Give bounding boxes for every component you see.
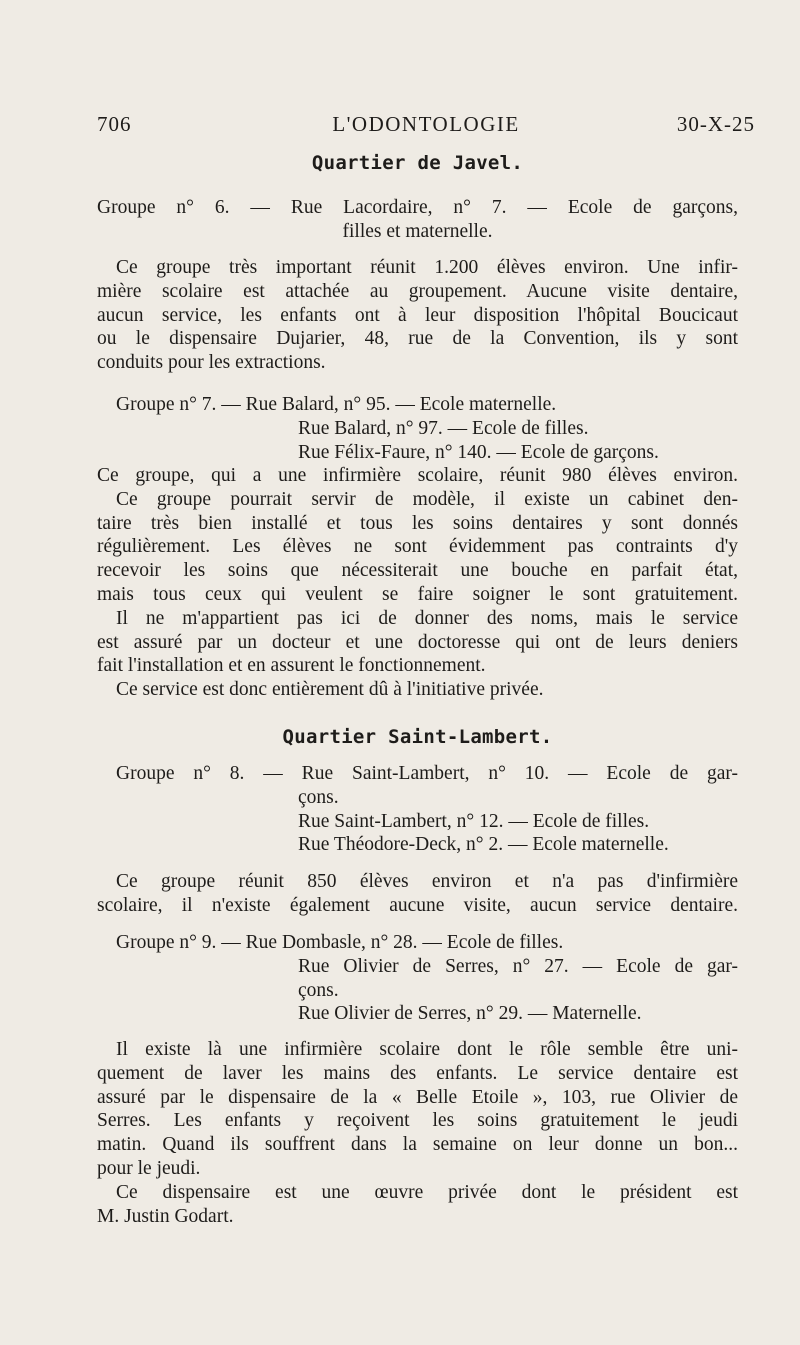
running-header: [97, 112, 755, 142]
groupe-8-line: Groupe n° 8. — Rue Saint-Lambert, n° 10. — Ecole de gar-: [116, 763, 738, 784]
heading-quartier-saint-lambert: Quartier Saint-Lambert.: [282, 726, 553, 748]
groupe-9-line: Rue Olivier de Serres, n° 27. — Ecole de gar-: [298, 955, 738, 977]
paragraph-line: Serres. Les enfants y reçoivent les soins gratuitement le jeudi: [97, 1110, 738, 1132]
groupe-9-line: Rue Olivier de Serres, n° 29. — Maternelle.: [298, 1003, 642, 1025]
paragraph-line: Il ne m'appartient pas ici de donner des noms, mais le service: [116, 607, 738, 629]
paragraph-line: Ce groupe réunit 850 élèves environ et n'a pas d'infirmière: [116, 871, 738, 892]
paragraph-line: Ce groupe, qui a une infirmière scolaire, réunit 980 élèves environ.: [97, 465, 738, 486]
paragraph-line: Ce dispensaire est une œuvre privée dont le président est: [116, 1181, 738, 1203]
paragraph-line: conduits pour les extractions.: [97, 352, 326, 374]
groupe-8-line: çons.: [298, 786, 339, 808]
groupe-8-entry: [97, 762, 738, 857]
paragraph-line: scolaire, il n'existe également aucune visite, aucun service dentaire.: [97, 894, 738, 916]
groupe-7-line: Groupe n° 7. — Rue Balard, n° 95. — Ecole maternelle.: [116, 394, 557, 415]
paragraph-javel-1: [97, 256, 738, 375]
paragraph-line: Ce service est donc entièrement dû à l'initiative privée.: [116, 679, 544, 701]
paragraph-lambert-1: [97, 870, 738, 918]
groupe-8-line: Rue Saint-Lambert, n° 12. — Ecole de filles.: [298, 810, 650, 832]
page-number: 706: [97, 112, 132, 136]
paragraph-line: ou le dispensaire Dujarier, 48, rue de la Convention, ils y sont: [97, 328, 738, 350]
paragraph-line: matin. Quand ils souffrent dans la semaine on leur donne un bon...: [97, 1134, 738, 1156]
paragraph-line: Ce groupe pourrait servir de modèle, il existe un cabinet den-: [116, 488, 738, 510]
journal-title: L'ODONTOLOGIE: [332, 112, 520, 136]
paragraph-line: aucun service, les enfants ont à leur disposition l'hôpital Boucicaut: [97, 304, 738, 326]
paragraph-line: pour le jeudi.: [97, 1157, 201, 1179]
paragraph-lambert-2: [97, 1038, 738, 1228]
paragraph-line: Il existe là une infirmière scolaire dont le rôle semble être uni-: [116, 1039, 738, 1060]
groupe-6-line-2: filles et maternelle.: [342, 220, 493, 242]
paragraph-line: est assuré par un docteur et une doctoresse qui ont de leurs deniers: [97, 631, 738, 653]
paragraph-line: mais tous ceux qui veulent se faire soigner le sont gratuitement.: [97, 583, 738, 605]
groupe-7-line: Rue Félix-Faure, n° 140. — Ecole de garçons.: [298, 441, 659, 463]
groupe-7-entry: [97, 393, 738, 464]
paragraph-line: taire très bien installé et tous les soins dentaires y sont donnés: [97, 512, 738, 534]
heading-quartier-javel: Quartier de Javel.: [311, 152, 524, 174]
groupe-9-line: çons.: [298, 979, 339, 1001]
groupe-6-entry: [97, 196, 738, 244]
groupe-9-line: Groupe n° 9. — Rue Dombasle, n° 28. — Ecole de filles.: [116, 932, 564, 953]
groupe-8-line: Rue Théodore-Deck, n° 2. — Ecole maternelle.: [298, 834, 669, 856]
paragraph-line: quement de laver les mains des enfants. Le service dentaire est: [97, 1062, 738, 1084]
paragraph-line: recevoir les soins que nécessiterait une bouche en parfait état,: [97, 560, 738, 582]
paragraph-line: Ce groupe très important réunit 1.200 élèves environ. Une infir-: [116, 257, 738, 278]
paragraph-line: assuré par le dispensaire de la « Belle Etoile », 103, rue Olivier de: [97, 1086, 738, 1108]
paragraph-line: fait l'installation et en assurent le fonctionnement.: [97, 655, 486, 677]
issue-date: 30-X-25: [676, 112, 755, 136]
paragraph-line: M. Justin Godart.: [97, 1205, 234, 1227]
paragraph-line: mière scolaire est attachée au groupement. Aucune visite dentaire,: [97, 280, 738, 302]
groupe-9-entry: [97, 931, 738, 1026]
groupe-7-line: Rue Balard, n° 97. — Ecole de filles.: [298, 417, 589, 439]
paragraph-javel-2: [97, 464, 738, 702]
groupe-6-line-1: Groupe n° 6. — Rue Lacordaire, n° 7. — Ecole de garçons,: [97, 197, 738, 218]
paragraph-line: régulièrement. Les élèves ne sont évidemment pas contraints d'y: [97, 536, 738, 558]
